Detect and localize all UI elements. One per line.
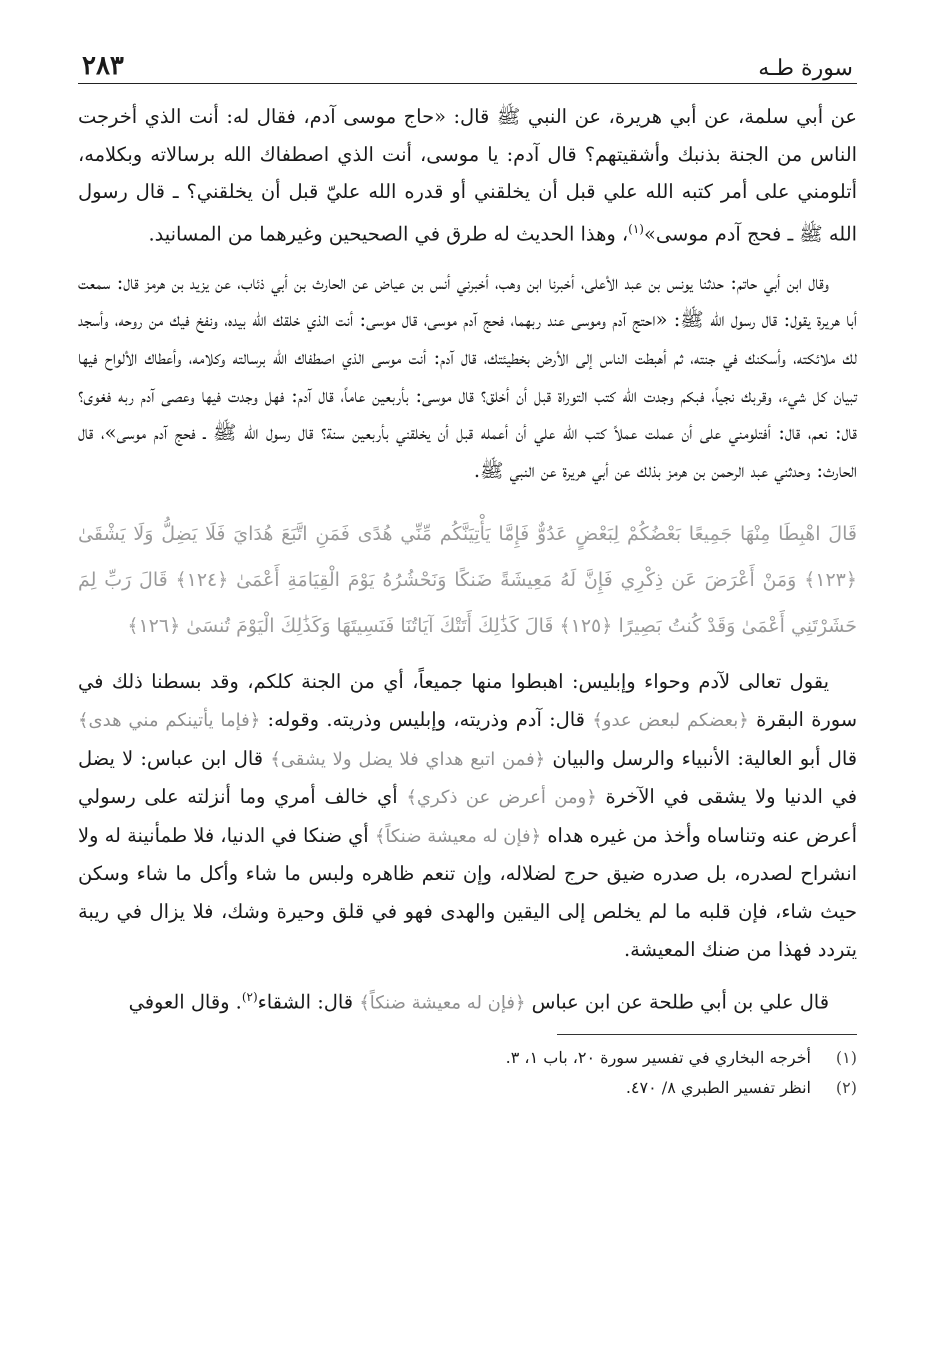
quran-quote-2: ﴿فإما يأتينكم مني هدى﴾ [78,710,261,731]
tafsir-text-e: أي خالف أمري وما أنزلته على رسولي أعرض عنه وتناساه وأخذ من غيره هداه [78,785,857,847]
footnote-1-number: (١) [835,1048,857,1068]
book-page [78,48,857,1326]
tafsir-text-f: أي ضنكا في الدنيا، فلا طمأنينة له ولا انشراح لصدره، بل صدره ضيق حرج لضلاله، وإن تنعم ظاهره ولبس ما شاء وأكل ما شاء وسكن حيث شاء، فإن قلبه ما لم يخلص إلى اليقين والهدى فهو في قلق وحيرة وشك، فلا يزال في ريبة يتردد فهذا من ضنك المعيشة. [78,823,857,961]
paragraph-hadith-2: وقال ابن أبي حاتم: حدثنا يونس بن عبد الأعلى، أخبرنا ابن وهب، أخبرني أنس بن عياض عن الحارث بن أبي ذئاب، عن يزيد بن هرمز قال: سمعت أبا هريرة يقول: قال رسول الله ﷺ: «احتج آدم وموسى عند ربهما، فحج آدم موسى، قال موسى: أنت الذي خلقك الله بيده، ونفخ فيك من روحه، وأسجد لك ملائكته، وأسكنك في جنته، ثم أهبطت الناس إلى الأرض بخطيئتك، قال آدم: أنت موسى الذي اصطفاك الله برسالته وكلامه، وأعطاك الألواح فيها تبيان كل شيء، وقربك نجياً، فبكم وجدت الله كتب التوراة قبل أن أخلق؟ قال موسى: بأربعين عاماً، قال آدم: فهل وجدت فيها وعصى آدم ربه فغوى؟ قال: نعم، قال: أفتلومني على أن عملت عملاً كتب الله علي أن أعمله قبل أن يخلقني بأربعين سنة؟ قال رسول الله ﷺ ـ فحج آدم موسى»، قال الحارث: وحدثني عبد الرحمن بن هرمز بذلك عن أبي هريرة عن النبي ﷺ. [78,270,857,482]
quran-quote-1: ﴿بعضكم لبعض عدو﴾ [592,710,749,731]
quran-quote-6: ﴿فإن له معيشة ضنكاً﴾ [359,992,526,1014]
tafsir-text-g: قال علي بن أبي طلحة عن ابن عباس [525,990,829,1014]
tafsir-text-a: يقول تعالى لآدم وحواء وإبليس: اهبطوا منها جميعاً، أي من الجنة كلكم، وقد بسطنا ذلك في سورة البقرة [78,670,857,731]
footnote-ref-1: (١) [628,221,644,236]
footnote-2-text: انظر تفسير الطبري ٨/ ٤٧٠. [625,1078,811,1098]
tafsir-text-d: قال ابن عباس: لا يضل في الدنيا ولا يشقى في الآخرة [78,746,857,809]
surah-title: سورة طـه [758,56,853,81]
tafsir-text-h: قال: الشقاء [257,990,360,1014]
paragraph-tafsir-2 [78,979,857,1022]
quran-verses-block: قَالَ اهْبِطَا مِنْهَا جَمِيعًا بَعْضُكُمْ لِبَعْضٍ عَدُوٌّ فَإِمَّا يَأْتِيَنَّكُم مِّنِّي هُدًى فَمَنِ اتَّبَعَ هُدَايَ فَلَا يَضِلُّ وَلَا يَشْقَىٰ ﴿١٢٣﴾ وَمَنْ أَعْرَضَ عَن ذِكْرِي فَإِنَّ لَهُ مَعِيشَةً ضَنكًا وَنَحْشُرُهُ يَوْمَ الْقِيَامَةِ أَعْمَىٰ ﴿١٢٤﴾ قَالَ رَبِّ لِمَ حَشَرْتَنِي أَعْمَىٰ وَقَدْ كُنتُ بَصِيرًا ﴿١٢٥﴾ قَالَ كَذَٰلِكَ أَتَتْكَ آيَاتُنَا فَنَسِيتَهَا وَكَذَٰلِكَ الْيَوْمَ تُنسَىٰ ﴿١٢٦﴾ [78,523,857,638]
tafsir-text-b: قال: آدم وذريته، وإبليس وذريته. وقوله: [260,708,593,731]
tafsir-text-c: قال أبو العالية: الأنبياء والرسل والبيان [545,746,858,770]
footnote-1-text: أخرجه البخاري في تفسير سورة ٢٠، باب ١، ٣. [505,1048,811,1068]
footnote-2 [78,1073,857,1103]
tafsir-text-i: . وقال العوفي [128,990,242,1014]
footnote-divider [557,1034,857,1035]
quran-quote-4: ﴿ومن أعرض عن ذكري﴾ [406,787,597,809]
page-body [78,98,857,1103]
quran-quote-3: ﴿فمن اتبع هداي فلا يضل ولا يشقى﴾ [270,748,546,770]
footnote-ref-2: (٢) [241,990,258,1005]
running-header [78,48,857,84]
paragraph-hadith-1-text: عن أبي سلمة، عن أبي هريرة، عن النبي ﷺ قال: «حاج موسى آدم، فقال له: أنت الذي أخرجت الناس من الجنة بذنبك وأشقيتهم؟ قال آدم: يا موسى، أنت الذي اصطفاك الله برسالاته وبكلامه، أتلومني على أمر كتبه الله علي قبل أن يخلقني أو قدره الله عليّ قبل أن يخلقني؟ ـ قال رسول الله ﷺ ـ فحج آدم موسى» [78,105,857,246]
paragraph-hadith-1 [78,98,857,253]
footnote-2-number: (٢) [835,1078,857,1098]
quran-quote-5: ﴿فإن له معيشة ضنكاً﴾ [374,825,542,847]
page-number: ٢٨٣ [82,51,124,81]
paragraph-hadith-1-tail: ، وهذا الحديث له طرق في الصحيحين وغيرهما من المسانيد. [148,222,629,246]
paragraph-tafsir-1 [78,663,857,968]
footnote-1 [78,1043,857,1073]
